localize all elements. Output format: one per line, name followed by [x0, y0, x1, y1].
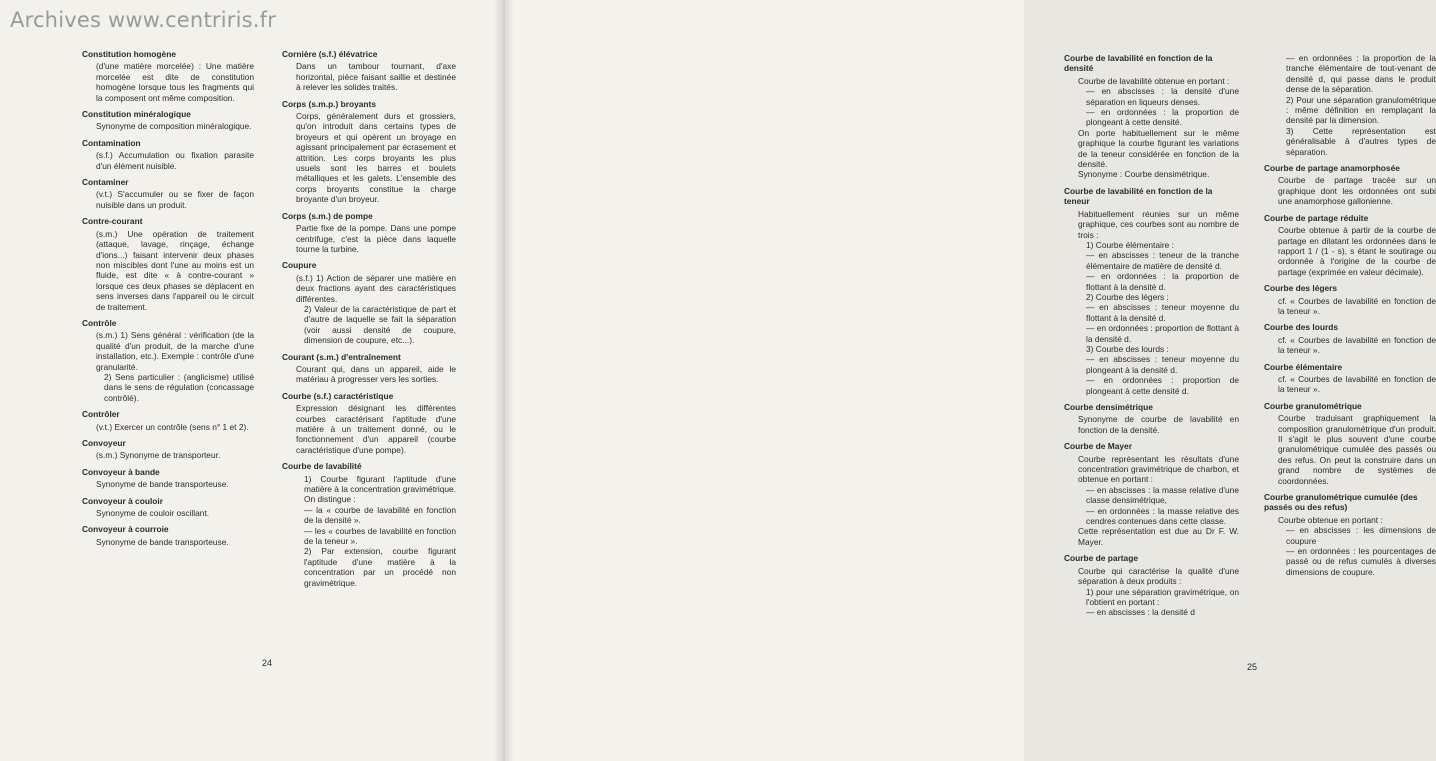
- definition-line: — en ordonnées : les pourcentages de passé ou de refus cumulés à diverses dimensions de coupure.: [1286, 546, 1436, 577]
- definition-line: 1) Courbe figurant l'aptitude d'une matière à la concentration gravimétrique. On distingue :: [304, 473, 456, 505]
- entry-definition: [82, 450, 254, 460]
- right-page: [503, 0, 1436, 761]
- definition-line: cf. « Courbes de lavabilité en fonction de la teneur ».: [1278, 373, 1436, 395]
- definition-line: 2) Courbe des légers :: [1086, 291, 1169, 302]
- entry-definition: [282, 223, 456, 254]
- definition-line: 2) Par extension, courbe figurant l'aptitude d'une matière à la concentration par un procédé non gravimétrique.: [304, 546, 456, 588]
- definition-line: On porte habituellement sur le même graphique la courbe figurant les variations de la teneur considérée en fonction de la densité.: [1078, 127, 1239, 170]
- glossary-entry: [1264, 322, 1436, 355]
- glossary-entry: [282, 391, 456, 455]
- definition-line: — en abscisses : teneur moyenne du plongeant à la densité d.: [1086, 354, 1239, 375]
- definition-line: — en abscisses : la masse relative d'une classe densimétrique,: [1086, 484, 1239, 506]
- entry-definition: [282, 364, 456, 385]
- entry-term: Convoyeur à courroie: [82, 524, 169, 535]
- definition-line: 1) pour une séparation gravimétrique, on l'obtient en portant :: [1086, 586, 1239, 607]
- definition-line: Synonyme de courbe de lavabilité en fonction de la densité.: [1078, 414, 1239, 435]
- glossary-entry: [82, 438, 254, 461]
- glossary-entry: [1264, 213, 1436, 277]
- definition-line: (s.m.) Une opération de traitement (attaque, lavage, rinçage, échange d'ions...) faisant intervenir deux phases non miscibles dont l'une au moins est un fluide, est dite « à contre-courant » lorsque ces deux phases se déplacent en sens inverses dans l'appareil ou le circuit de traitement.: [96, 228, 254, 312]
- entry-term: Convoyeur: [82, 438, 126, 448]
- definition-line: — en ordonnées : la proportion de flottant à la densité d.: [1086, 271, 1239, 292]
- definition-line: Expression désignant les différentes courbes caractérisant l'aptitude d'une matière à un traitement donné, ou le fonctionnement d'un appareil (courbe caractéristique d'une pompe).: [296, 403, 456, 455]
- entry-term: Courbe densimétrique: [1064, 402, 1153, 412]
- definition-line: cf. « Courbes de lavabilité en fonction de la teneur ».: [1278, 334, 1436, 356]
- glossary-entry: [1264, 163, 1436, 207]
- entry-term: Courbe de lavabilité: [282, 461, 362, 472]
- entry-term: Contamination: [82, 137, 141, 148]
- entry-term: Convoyeur à bande: [82, 466, 160, 477]
- entry-definition: [82, 422, 254, 432]
- definition-line: cf. « Courbes de lavabilité en fonction de la teneur ».: [1278, 295, 1436, 316]
- entry-term: Courbe (s.f.) caractéristique: [282, 390, 394, 401]
- entry-definition: [1064, 209, 1239, 396]
- definition-line: — en ordonnées : la proportion de la tranche élémentaire de tout-venant de densité d, qui passe dans le produit dense de la séparation.: [1286, 53, 1436, 95]
- glossary-entry: [1064, 553, 1239, 617]
- entry-definition: [282, 61, 456, 92]
- glossary-entry: [1064, 402, 1239, 435]
- page-number-left: 24: [262, 658, 273, 668]
- definition-line: Corps, généralement durs et grossiers, qu'on introduit dans certains types de broyeurs et qui opèrent un broyage en agissant principalement par écrasement et attrition. Les corps broyants les plus usuels sont les barres et boulets métalliques et les galets. L'ensemble des corps broyants constitue la charge broyante d'un broyeur.: [296, 111, 456, 205]
- definition-line: Habituellement réunies sur un même graphique, ces courbes sont au nombre de trois :: [1078, 208, 1239, 240]
- definition-line: Partie fixe de la pompe. Dans une pompe centrifuge, c'est la pièce dans laquelle tourne la turbine.: [296, 223, 456, 254]
- definition-line: Courbe obtenue en portant :: [1278, 514, 1383, 525]
- entry-term: Courbe de lavabilité en fonction de la teneur: [1064, 185, 1213, 207]
- watermark-text: Archives www.centriris.fr: [10, 8, 277, 32]
- definition-line: Dans un tambour tournant, d'axe horizontal, pièce faisant saillie et destinée à relever les solides traités.: [296, 61, 456, 93]
- glossary-entry: [82, 467, 254, 490]
- glossary-entry: [82, 216, 254, 312]
- definition-line: (d'une matière morcelée) : Une matière morcelée est dite de constitution homogène lorsque tous les fragments qui la composent ont même composition.: [96, 61, 254, 103]
- definition-line: — en abscisses : teneur de la tranche élémentaire de matière de densité d.: [1086, 250, 1239, 271]
- glossary-entry: [1064, 186, 1239, 396]
- definition-line: Courbe traduisant graphiquement la composition granulométrique d'un produit. Il s'agit le plus souvent d'une courbe granulométrique cumulée des passés ou des refus. On peut la construire dans un grand nombre de systèmes de coordonnées.: [1278, 413, 1436, 486]
- definition-line: Synonyme de bande transporteuse.: [96, 536, 229, 547]
- glossary-entry: [1264, 362, 1436, 395]
- definition-line: 3) Courbe des lourds :: [1086, 343, 1169, 354]
- definition-line: — les « courbes de lavabilité en fonction de la teneur ».: [304, 525, 456, 547]
- definition-line: (v.t.) S'accumuler ou se fixer de façon nuisible dans un produit.: [96, 189, 254, 210]
- entry-definition: [1264, 175, 1436, 206]
- definition-line: — en ordonnées : proportion de plongeant à cette densité d.: [1086, 375, 1239, 396]
- entry-term: Cornière (s.f.) élévatrice: [282, 49, 378, 59]
- entry-definition: [82, 537, 254, 547]
- entry-term: Corps (s.m.) de pompe: [282, 210, 373, 221]
- entry-term: Courbe des légers: [1264, 283, 1338, 294]
- entry-definition: [1064, 76, 1239, 180]
- glossary-entry: [82, 138, 254, 171]
- entry-term: Courbe granulométrique: [1264, 400, 1362, 411]
- entry-term: Contrôler: [82, 409, 120, 420]
- definition-line: Courbe de lavabilité obtenue en portant :: [1078, 75, 1230, 86]
- definition-line: — en ordonnées : la masse relative des cendres contenues dans cette classe.: [1086, 505, 1239, 527]
- definition-line: 1) Courbe élémentaire :: [1086, 239, 1174, 250]
- definition-line: 2) Valeur de la caractéristique de part et d'autre de laquelle se fait la séparation (voir aussi densité de coupure, dimension de coupure, etc...).: [304, 303, 456, 346]
- definition-line: Synonyme de bande transporteuse.: [96, 479, 229, 490]
- glossary-entry: [82, 318, 254, 403]
- definition-line: Cette représentation est due au Dr F. W. Mayer.: [1078, 526, 1239, 547]
- entry-definition: [1264, 413, 1436, 486]
- definition-line: — en abscisses : teneur moyenne du flottant à la densité d.: [1086, 302, 1239, 323]
- definition-line: 3) Cette représentation est généralisable à d'autres types de séparation.: [1286, 125, 1436, 157]
- definition-line: — en abscisses : les dimensions de coupure: [1286, 525, 1436, 546]
- entry-term: Contaminer: [82, 177, 129, 188]
- entry-definition: [1264, 515, 1436, 577]
- entry-term: Constitution homogène: [82, 49, 176, 59]
- entry-term: Contrôle: [82, 317, 117, 328]
- definition-line: — en ordonnées : la proportion de plongeant à cette densité.: [1086, 107, 1239, 128]
- left-column-1: [82, 49, 254, 553]
- entry-term: Courbe de partage anamorphosée: [1264, 163, 1400, 174]
- entry-definition: [82, 189, 254, 210]
- glossary-entry: [82, 496, 254, 519]
- page-number-right: 25: [1247, 662, 1258, 672]
- entry-term: Contre-courant: [82, 216, 143, 227]
- entry-definition: [82, 330, 254, 403]
- left-page: [0, 0, 503, 761]
- definition-line: Courbe représentant les résultats d'une concentration gravimétrique de charbon, et obtenue en portant :: [1078, 453, 1239, 485]
- glossary-entry: [282, 260, 456, 345]
- book-gutter: [493, 0, 515, 761]
- entry-definition: [1264, 335, 1436, 356]
- glossary-entry: [282, 49, 456, 93]
- glossary-entry: [1264, 401, 1436, 486]
- entry-definition: [82, 61, 254, 103]
- glossary-entry: [1264, 492, 1436, 577]
- entry-term: Constitution minéralogique: [82, 109, 191, 120]
- entry-definition: [1064, 566, 1239, 618]
- definition-line: — la « courbe de lavabilité en fonction de la densité ».: [304, 504, 456, 526]
- glossary-entry: [1064, 441, 1239, 547]
- entry-definition: [1264, 53, 1436, 157]
- entry-definition: [1264, 225, 1436, 277]
- entry-definition: [1264, 374, 1436, 395]
- definition-line: Synonyme de couloir oscillant.: [96, 508, 210, 519]
- definition-line: Synonyme : Courbe densimétrique.: [1078, 169, 1210, 180]
- glossary-entry: [1264, 53, 1436, 157]
- entry-term: Convoyeur à couloir: [82, 495, 163, 506]
- entry-term: Courbe de lavabilité en fonction de la densité: [1064, 53, 1213, 74]
- definition-line: Courbe obtenue à partir de la courbe de partage en dilatant les ordonnées dans le rapport 1 / (1 - s), s étant le soutirage ou ordonnée à l'origine de la courbe de partage (exprimée en valeur décimale).: [1278, 225, 1436, 277]
- definition-line: (v.t.) Exercer un contrôle (sens n° 1 et 2).: [96, 421, 249, 432]
- definition-line: Courbe de partage tracée sur un graphique dont les ordonnées ont subi une anamorphose gallonienne.: [1278, 175, 1436, 207]
- entry-term: Courbe de partage: [1064, 553, 1138, 564]
- definition-line: (s.f.) Accumulation ou fixation parasite d'un élément nuisible.: [96, 150, 254, 171]
- definition-line: (s.f.) 1) Action de séparer une matière en deux fractions ayant des caractéristiques différentes.: [296, 272, 456, 304]
- entry-definition: [82, 479, 254, 489]
- definition-line: 2) Pour une séparation granulométrique : même définition en remplaçant la densité par la dimension.: [1286, 94, 1436, 126]
- definition-line: Courbe qui caractérise la qualité d'une séparation à deux produits :: [1078, 565, 1239, 587]
- entry-definition: [1064, 454, 1239, 548]
- glossary-entry: [282, 352, 456, 385]
- entry-term: Courbe de partage réduite: [1264, 212, 1369, 223]
- entry-definition: [1064, 414, 1239, 435]
- definition-line: Courant qui, dans un appareil, aide le matériau à progresser vers les sorties.: [296, 363, 456, 385]
- glossary-entry: [82, 409, 254, 432]
- entry-definition: [282, 111, 456, 205]
- glossary-entry: [282, 211, 456, 255]
- glossary-entry: [82, 49, 254, 103]
- definition-line: Synonyme de composition minéralogique.: [96, 121, 252, 132]
- entry-definition: [82, 150, 254, 171]
- entry-term: Courbe granulométrique cumulée (des passés ou des refus): [1264, 492, 1418, 513]
- definition-line: (s.m.) Synonyme de transporteur.: [96, 450, 221, 461]
- entry-term: Courbe élémentaire: [1264, 361, 1343, 372]
- left-column-2: [282, 49, 456, 594]
- entry-definition: [282, 273, 456, 346]
- glossary-entry: [1264, 283, 1436, 316]
- definition-line: (s.m.) 1) Sens général : vérification (de la qualité d'un produit, de la marche d'une installation, etc.). Exemple : contrôle d'une granularité.: [96, 330, 254, 372]
- entry-term: Courant (s.m.) d'entraînement: [282, 351, 401, 362]
- glossary-entry: [282, 461, 456, 588]
- entry-definition: [1264, 296, 1436, 317]
- definition-line: — en ordonnées : proportion de flottant à la densité d.: [1086, 323, 1239, 344]
- definition-line: 2) Sens particulier : (anglicisme) utilisé dans le sens de régulation (concassage contrôlé).: [104, 371, 254, 403]
- entry-definition: [82, 508, 254, 518]
- entry-definition: [82, 229, 254, 312]
- entry-definition: [282, 403, 456, 455]
- entry-term: Corps (s.m.p.) broyants: [282, 98, 376, 109]
- definition-line: — en abscisses : la densité d'une séparation en liqueurs denses.: [1086, 86, 1239, 107]
- entry-term: Courbe des lourds: [1264, 322, 1338, 333]
- glossary-entry: [1064, 53, 1239, 180]
- entry-definition: [82, 121, 254, 131]
- entry-definition: [282, 474, 456, 588]
- glossary-entry: [282, 99, 456, 205]
- entry-term: Courbe de Mayer: [1064, 441, 1132, 452]
- right-column-2: [1264, 53, 1436, 583]
- glossary-entry: [82, 109, 254, 132]
- glossary-entry: [82, 177, 254, 210]
- definition-line: — en abscisses : la densité d: [1086, 607, 1195, 618]
- glossary-entry: [82, 524, 254, 547]
- entry-term: Coupure: [282, 260, 317, 271]
- right-column-1: [1064, 53, 1239, 624]
